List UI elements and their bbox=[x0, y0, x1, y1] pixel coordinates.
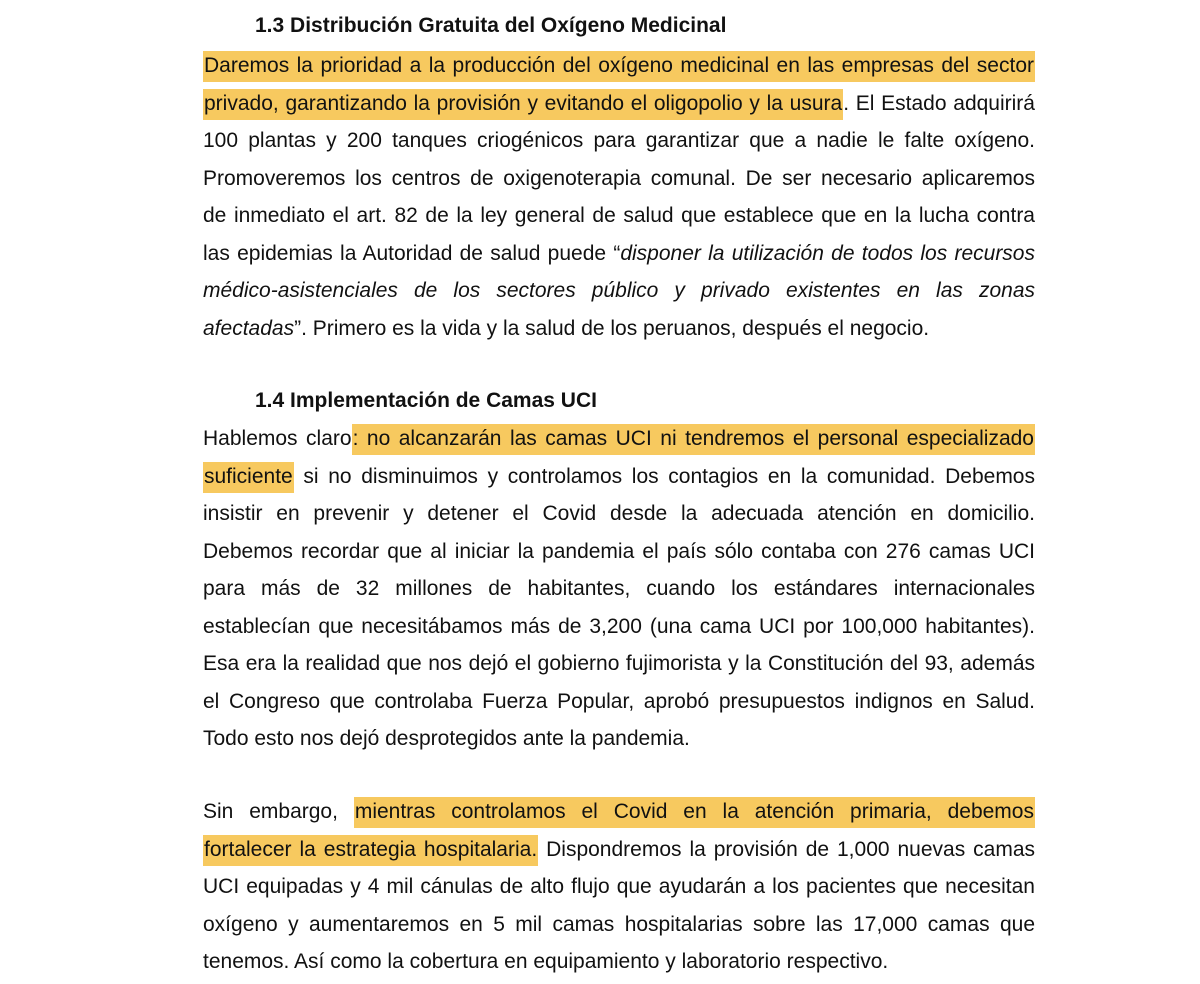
text-span: Hablemos claro bbox=[203, 427, 352, 450]
text-line: el Congreso que controlaba Fuerza Popular, aprobó presupuestos indignos en Salud. bbox=[203, 689, 1035, 713]
highlighted-text: Daremos la prioridad a la producción del oxígeno medicinal en las empresas del sector bbox=[203, 51, 1035, 82]
text-line: establecían que necesitábamos más de 3,200 (una cama UCI por 100,000 habitantes). bbox=[203, 614, 1035, 638]
text-line: Todo esto nos dejó desprotegidos ante la pandemia. bbox=[203, 727, 690, 750]
text-line: UCI equipadas y 4 mil cánulas de alto flujo que ayudarán a los pacientes que necesitan bbox=[203, 875, 1035, 898]
text-line bbox=[203, 235, 1035, 273]
paragraph-oxygen bbox=[203, 47, 1035, 347]
text-line: de inmediato el art. 82 de la ley general de salud que establece que en la lucha contra bbox=[203, 204, 1035, 227]
section-heading-1-3: 1.3 Distribución Gratuita del Oxígeno Medicinal bbox=[255, 14, 727, 37]
text-span: . El Estado adquirirá bbox=[843, 91, 1035, 115]
quoted-text: médico-asistenciales de los sectores público y privado existentes en las zonas bbox=[203, 279, 1035, 302]
text-line bbox=[203, 85, 1035, 123]
highlighted-text: mientras controlamos el Covid en la atención primaria, debemos bbox=[354, 797, 1035, 828]
text-line: para más de 32 millones de habitantes, cuando los estándares internacionales bbox=[203, 577, 1035, 600]
text-span: ”. Primero es la vida y la salud de los peruanos, después el negocio. bbox=[294, 316, 930, 340]
text-line: insistir en prevenir y detener el Covid desde la adecuada atención en domicilio. bbox=[203, 502, 1035, 525]
text-line: tenemos. Así como la cobertura en equipamiento y laboratorio respectivo. bbox=[203, 950, 889, 973]
highlighted-text: privado, garantizando la provisión y evitando el oligopolio y la usura bbox=[203, 89, 843, 120]
highlighted-text: : no alcanzarán las camas UCI ni tendremos el personal especializado bbox=[352, 424, 1035, 455]
paragraph-hospital-strategy bbox=[203, 793, 1035, 981]
text-line: oxígeno y aumentaremos en 5 mil camas hospitalarias sobre las 17,000 camas que bbox=[203, 912, 1035, 936]
text-line: Promoveremos los centros de oxigenoterapia comunal. De ser necesario aplicaremos bbox=[203, 166, 1035, 190]
text-span: Dispondremos la provisión de 1,000 nuevas camas bbox=[538, 837, 1036, 861]
highlighted-text: suficiente bbox=[203, 462, 294, 493]
quoted-text: disponer la utilización de todos los recursos bbox=[620, 241, 1035, 265]
text-line bbox=[203, 310, 1035, 348]
section-heading-1-4: 1.4 Implementación de Camas UCI bbox=[255, 389, 597, 412]
paragraph-uci-beds bbox=[203, 420, 1035, 758]
text-line: Esa era la realidad que nos dejó el gobierno fujimorista y la Constitución del 93, además bbox=[203, 652, 1035, 675]
text-line bbox=[203, 793, 1035, 831]
text-line bbox=[203, 272, 1035, 310]
text-line bbox=[203, 47, 1035, 85]
text-line bbox=[203, 831, 1035, 869]
quoted-text: afectadas bbox=[203, 316, 295, 340]
text-span: las epidemias la Autoridad de salud puede “ bbox=[203, 241, 621, 265]
text-span: Sin embargo, bbox=[203, 800, 354, 823]
text-line: Debemos recordar que al iniciar la pandemia el país sólo contaba con 276 camas UCI bbox=[203, 539, 1035, 563]
text-line: 100 plantas y 200 tanques criogénicos para garantizar que a nadie le falte oxígeno. bbox=[203, 129, 1035, 152]
text-line bbox=[203, 420, 1035, 458]
text-span: si no disminuimos y controlamos los contagios en la comunidad. Debemos bbox=[293, 464, 1035, 488]
highlighted-text: fortalecer la estrategia hospitalaria. bbox=[203, 835, 538, 866]
text-line bbox=[203, 458, 1035, 496]
